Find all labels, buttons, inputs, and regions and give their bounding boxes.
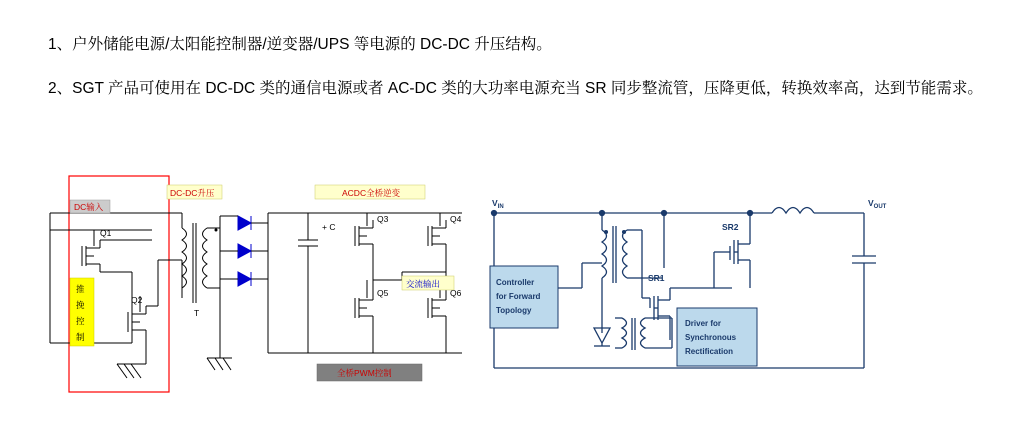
driver-block <box>677 308 757 366</box>
driver-line-2: Synchronous <box>685 333 737 342</box>
vin-label: $V_{IN}$ <box>492 198 504 210</box>
push-pull-label-3: 控 <box>76 316 85 326</box>
controller-line-2: for Forward <box>496 292 541 301</box>
transformer-label: T <box>194 308 200 318</box>
q5-label: Q5 <box>377 288 389 298</box>
vout-label: $V_{OUT}$ <box>868 198 887 210</box>
q3-label: Q3 <box>377 214 389 224</box>
right-circuit-diagram <box>472 168 912 408</box>
controller-block <box>490 266 558 328</box>
push-pull-label-2: 挽 <box>76 300 85 310</box>
diagram-row <box>0 160 1030 410</box>
q2-label: Q2 <box>131 295 143 305</box>
sr1-label: SR1 <box>648 273 665 283</box>
paragraph-2: 2、SGT 产品可使用在 DC-DC 类的通信电源或者 AC-DC 类的大功率电源充当 SR 同步整流管，压降更低，转换效率高，达到节能需求。 <box>48 80 983 97</box>
driver-line-3: Rectification <box>685 347 734 356</box>
cap-label: + C <box>322 222 336 232</box>
push-pull-label-1: 推 <box>76 284 85 294</box>
acdc-fullbridge-label: ACDC全桥逆变 <box>342 188 401 198</box>
pwm-control-label: 全桥PWM控制 <box>337 368 392 378</box>
left-circuit-diagram <box>32 168 482 408</box>
sr2-label: SR2 <box>722 222 739 232</box>
q1-label: Q1 <box>100 228 112 238</box>
q4-label: Q4 <box>450 214 462 224</box>
dc-input-label: DC输入 <box>74 202 104 212</box>
q6-label: Q6 <box>450 288 462 298</box>
dcdc-boost-label: DC-DC升压 <box>170 188 215 198</box>
driver-line-1: Driver for <box>685 319 722 328</box>
push-pull-label-4: 制 <box>76 332 85 342</box>
ac-output-label: 交流输出 <box>406 279 441 289</box>
paragraph-1: 1、户外储能电源/太阳能控制器/逆变器/UPS 等电源的 DC-DC 升压结构。 <box>48 36 552 53</box>
controller-line-3: Topology <box>496 306 532 315</box>
controller-line-1: Controller <box>496 278 535 287</box>
